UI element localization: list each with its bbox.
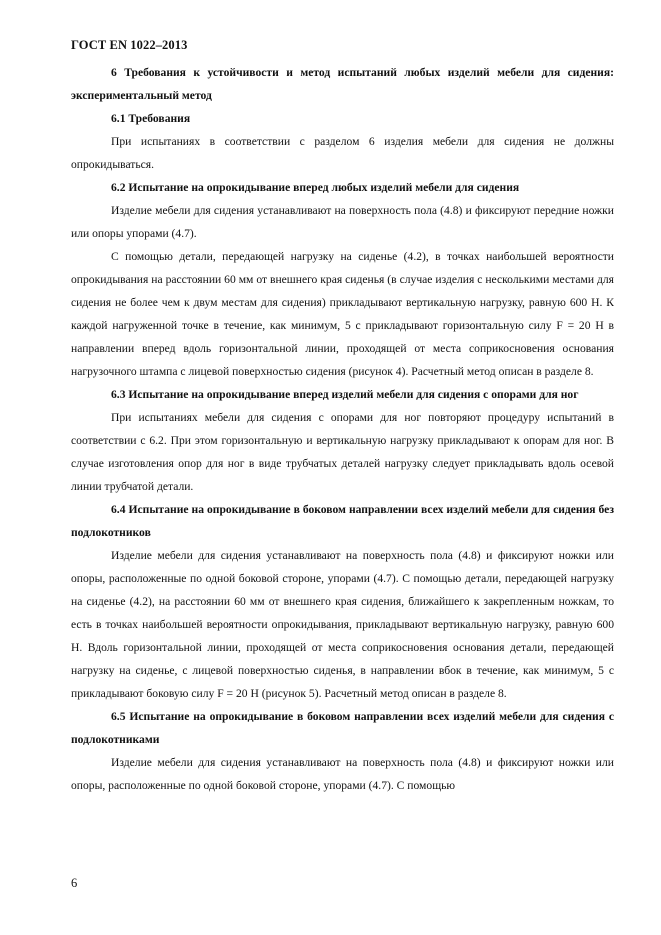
section-heading-6-4: 6.4 Испытание на опрокидывание в боковом направлении всех изделий мебели для сидения без подлокотников [71, 503, 614, 539]
paragraph-6-4: Изделие мебели для сидения устанавливают на поверхность пола (4.8) и фиксируют ножки или опоры, расположенные по одной боковой стороне, упорами (4.7). С помощью детали, передающей нагрузку на сиденье (4.2), на расстоянии 60 мм от внешнего края сидения, ближайшего к закрепленным ножкам, то есть в точках наибольшей вероятности опрокидывания, прикладывают вертикальную нагрузку, равную 600 Н. Вдоль горизонтальной линии, проходящей от места соприкосновения основания детали, передающей нагрузку на сиденье, с лицевой поверхностью сиденья, в направлении вбок в течение, как минимум, 5 с прикладывают боковую силу F = 20 Н (рисунок 5). Расчетный метод описан в разделе 8. [71, 549, 614, 700]
section-heading-6-5: 6.5 Испытание на опрокидывание в боковом направлении всех изделий мебели для сидения с подлокотниками [71, 710, 614, 746]
page-number: 6 [71, 876, 78, 890]
document-body [71, 61, 614, 797]
paragraph-6-5: Изделие мебели для сидения устанавливают на поверхность пола (4.8) и фиксируют ножки или опоры, расположенные по одной боковой стороне, упорами (4.7). С помощью [71, 756, 614, 792]
section-heading-6-1: 6.1 Требования [111, 112, 191, 125]
paragraph-6-2-a: Изделие мебели для сидения устанавливают на поверхность пола (4.8) и фиксируют передние ножки или опоры упорами (4.7). [71, 204, 614, 240]
document-header: ГОСТ EN 1022–2013 [71, 38, 188, 52]
section-heading-6-3: 6.3 Испытание на опрокидывание вперед изделий мебели для сидения с опорами для ног [111, 388, 579, 401]
section-heading-6-2: 6.2 Испытание на опрокидывание вперед любых изделий мебели для сидения [111, 181, 520, 194]
section-heading-6: 6 Требования к устойчивости и метод испытаний любых изделий мебели для сидения: экспериментальный метод [71, 66, 614, 102]
paragraph-6-3: При испытаниях мебели для сидения с опорами для ног повторяют процедуру испытаний в соответствии с 6.2. При этом горизонтальную и вертикальную нагрузку прикладывают к опорам для ног. В случае изготовления опор для ног в виде трубчатых деталей нагрузку следует прикладывать вдоль осевой линии трубчатой детали. [71, 411, 614, 493]
paragraph-6-1: При испытаниях в соответствии с разделом 6 изделия мебели для сидения не должны опрокидываться. [71, 135, 614, 171]
paragraph-6-2-b: С помощью детали, передающей нагрузку на сиденье (4.2), в точках наибольшей вероятности опрокидывания на расстоянии 60 мм от внешнего края сиденья (в случае изделия с несколькими местами для сидения не более чем к двум местам для сидения) прикладывают вертикальную нагрузку, равную 600 Н. К каждой нагруженной точке в течение, как минимум, 5 с прикладывают горизонтальную силу F = 20 Н в направлении вперед вдоль горизонтальной линии, проходящей от места соприкосновения основания нагрузочного штампа с лицевой поверхностью сидения (рисунок 4). Расчетный метод описан в разделе 8. [71, 250, 614, 378]
